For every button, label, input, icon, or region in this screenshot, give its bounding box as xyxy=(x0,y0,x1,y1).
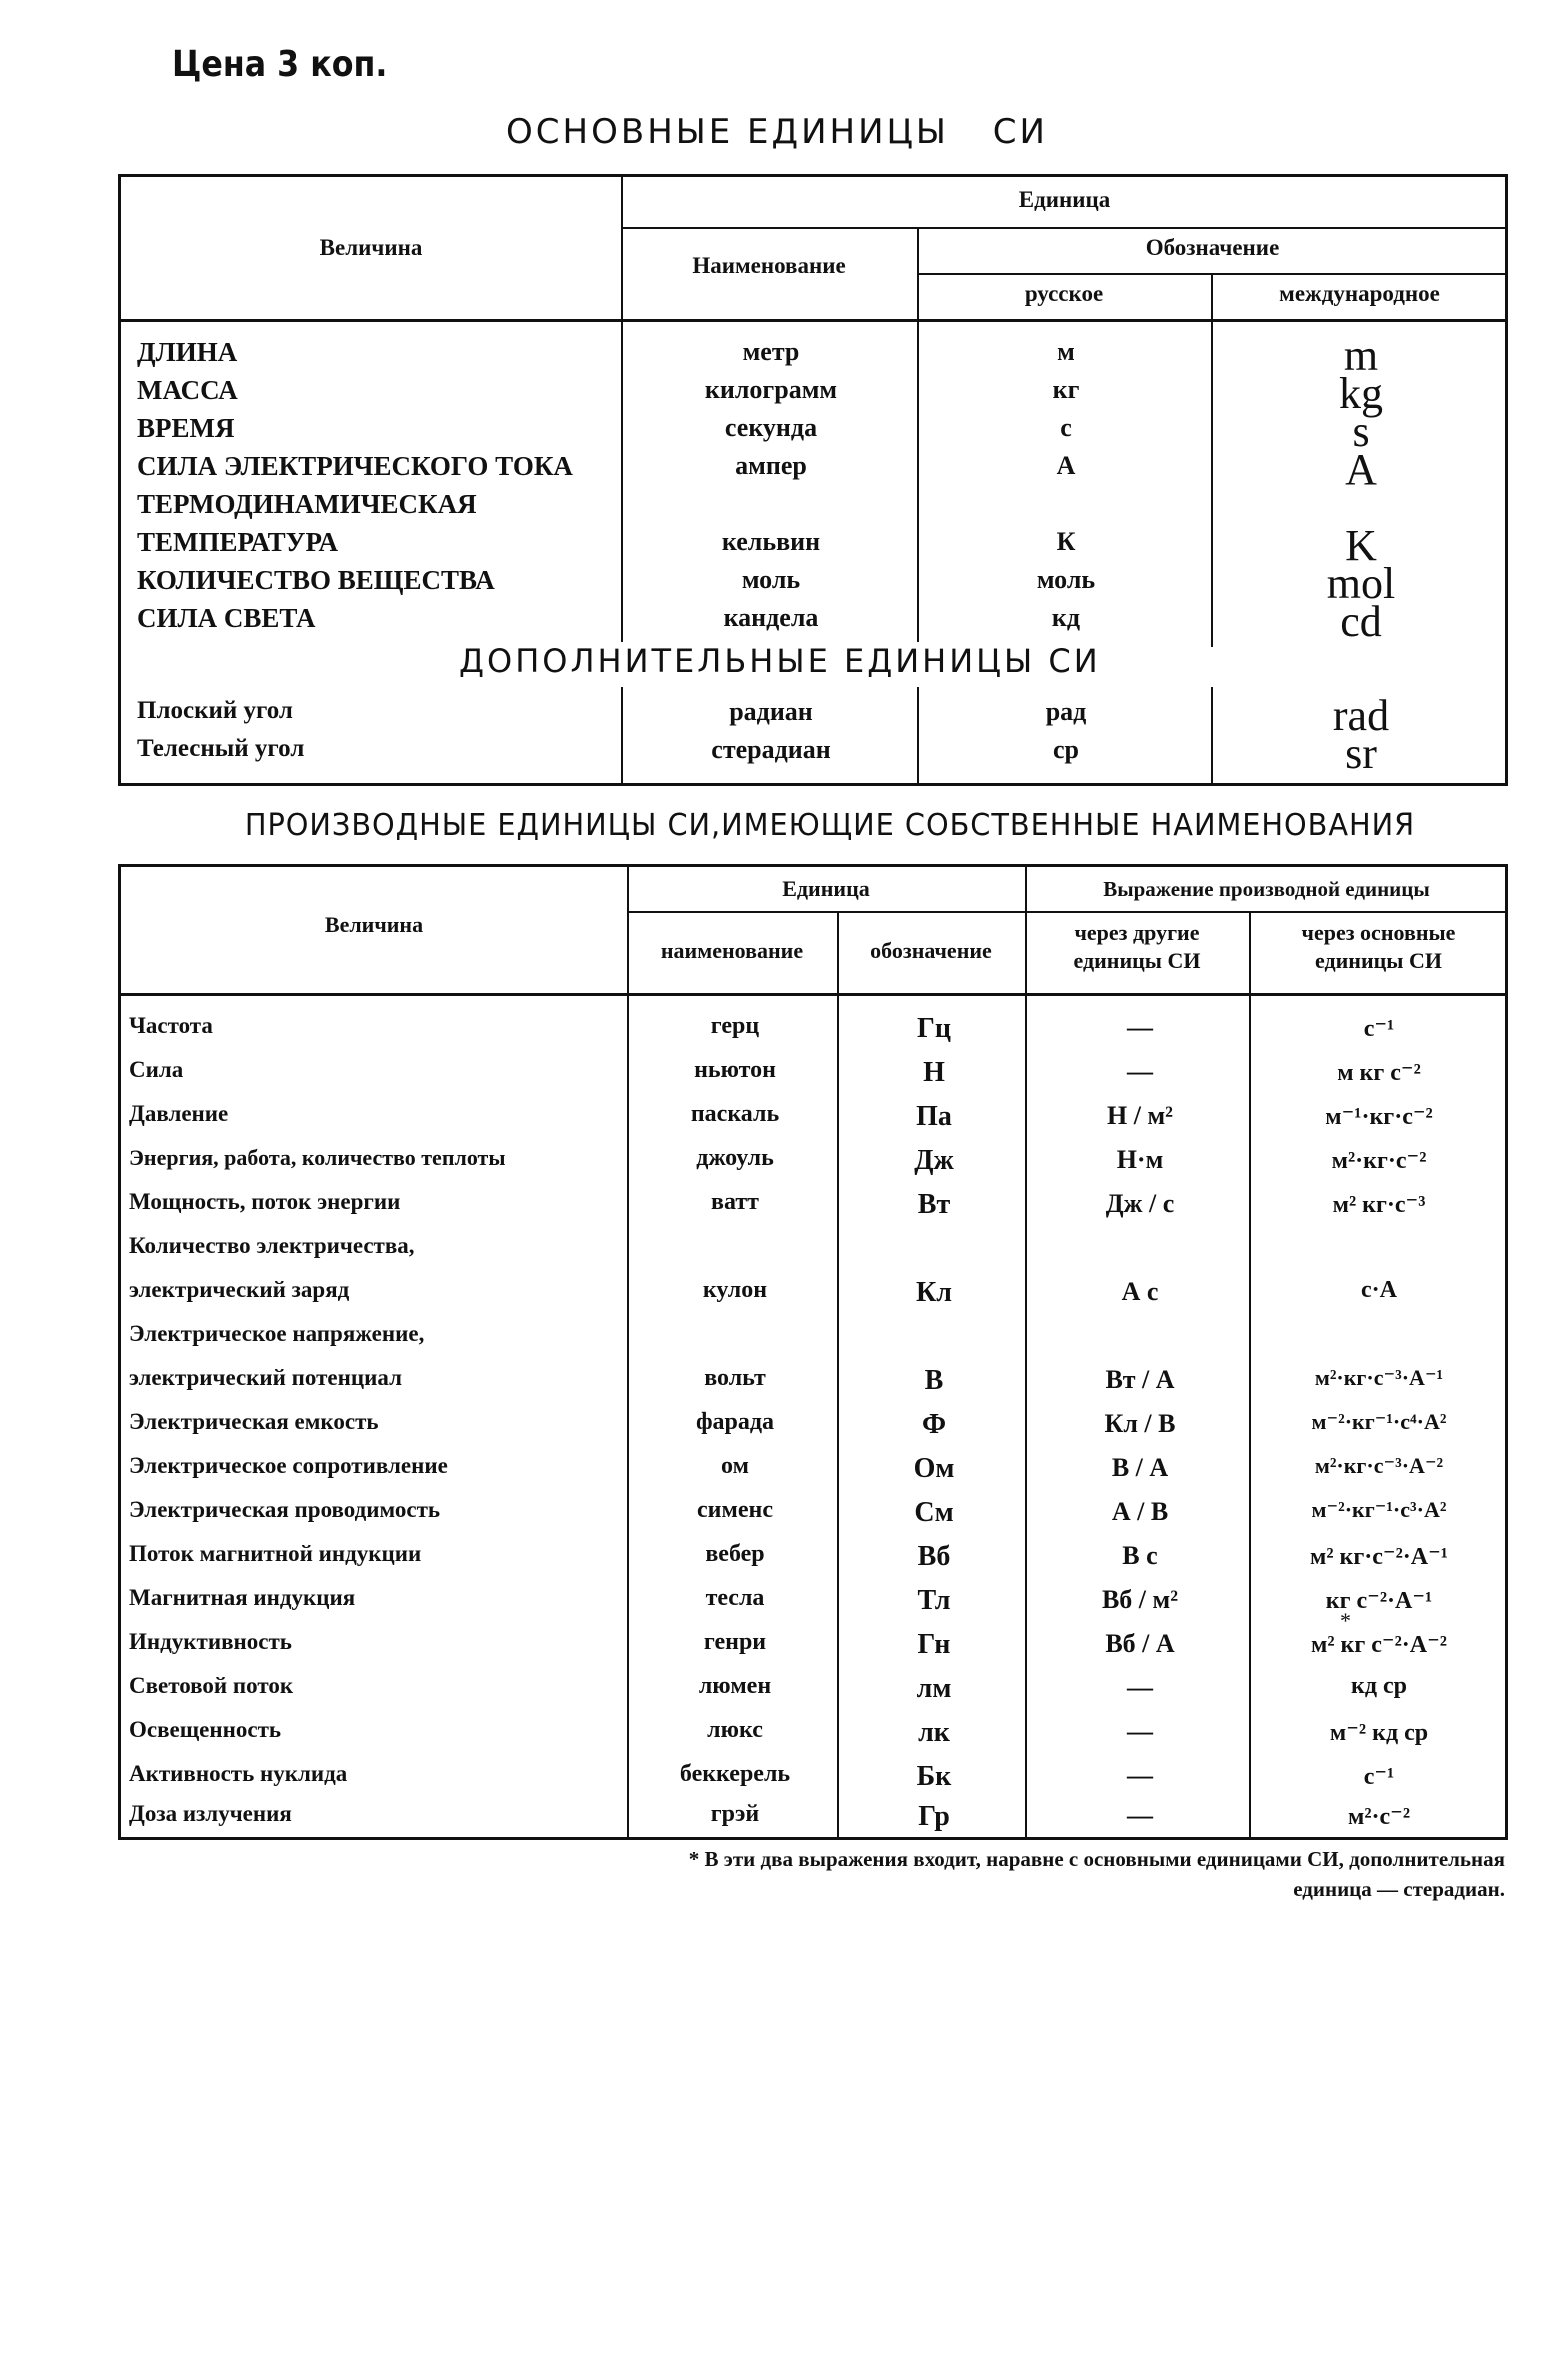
quantity-cell: Мощность, поток энергии xyxy=(129,1189,401,1214)
quantity-cell: Электрическое сопротивление xyxy=(129,1453,448,1478)
table-row xyxy=(121,369,1505,418)
unit-symbol-cell: Бк xyxy=(916,1761,952,1792)
quantity-cell: Световой поток xyxy=(129,1673,294,1698)
header-name: Наименование xyxy=(692,253,846,278)
via-base-cell: м² кг·с⁻²·А⁻¹ xyxy=(1310,1544,1448,1570)
header-designation: обозначение xyxy=(870,938,992,963)
table-row xyxy=(121,1013,1505,1053)
russian-symbol-cell: моль xyxy=(1036,565,1096,594)
table-row xyxy=(121,597,1505,646)
via-other-cell: — xyxy=(1127,1673,1153,1702)
table-row xyxy=(121,445,1505,494)
footnote-line2: единица — стерадиан. xyxy=(1293,1877,1505,1901)
derived-units-table xyxy=(118,864,1508,1840)
via-base-cell: с·А xyxy=(1361,1277,1397,1303)
unit-symbol-cell: Вт xyxy=(917,1189,951,1220)
supplementary-units-title: ДОПОЛНИТЕЛЬНЫЕ ЕДИНИЦЫ СИ xyxy=(451,642,1109,680)
international-symbol-cell: m xyxy=(1343,331,1379,380)
via-base-cell: м⁻¹·кг·с⁻² xyxy=(1325,1104,1433,1130)
russian-symbol-cell: м xyxy=(1057,337,1075,366)
via-other-cell: Вт / А xyxy=(1105,1365,1175,1394)
base-units-table xyxy=(118,174,1508,786)
international-symbol-cell: rad xyxy=(1332,691,1390,740)
base-units-title-si: СИ xyxy=(992,112,1048,152)
quantity-cell: Магнитная индукция xyxy=(129,1585,356,1610)
russian-symbol-cell: К xyxy=(1056,527,1076,556)
via-base-cell: м² кг·с⁻³ xyxy=(1332,1192,1426,1218)
header-via-other-line1: через другие xyxy=(1074,920,1200,945)
table-row xyxy=(121,1145,1505,1185)
unit-name-cell: генри xyxy=(703,1629,767,1655)
quantity-cell: ТЕМПЕРАТУРА xyxy=(137,527,339,557)
via-other-cell: Вб / А xyxy=(1105,1629,1175,1658)
via-other-cell: А с xyxy=(1121,1277,1159,1306)
table-row xyxy=(121,1801,1505,1841)
unit-name-cell: вольт xyxy=(704,1365,766,1391)
international-symbol-cell: A xyxy=(1345,445,1377,494)
unit-symbol-cell: Гц xyxy=(917,1013,951,1044)
quantity-cell: СИЛА СВЕТА xyxy=(137,603,316,633)
unit-name-cell: килограмм xyxy=(704,375,838,404)
quantity-cell: КОЛИЧЕСТВО ВЕЩЕСТВА xyxy=(137,565,495,595)
header-via-base-line1: через основные xyxy=(1301,920,1456,945)
unit-name-cell: стерадиан xyxy=(711,735,831,764)
via-other-cell: Н / м² xyxy=(1107,1101,1173,1130)
table-row xyxy=(121,1409,1505,1449)
unit-name-cell: метр xyxy=(742,337,800,366)
table-row xyxy=(121,729,1505,778)
table-row xyxy=(121,1101,1505,1141)
table-row xyxy=(121,1585,1505,1625)
unit-name-cell: грэй xyxy=(710,1801,760,1827)
table-row xyxy=(121,521,1505,570)
table-row xyxy=(121,331,1505,380)
via-other-cell: — xyxy=(1127,1013,1153,1042)
header-via-base-line2: единицы СИ xyxy=(1315,948,1442,973)
unit-name-cell: тесла xyxy=(705,1585,765,1611)
table-row xyxy=(121,1365,1505,1405)
unit-symbol-cell: лк xyxy=(918,1717,950,1748)
quantity-cell: СИЛА ЭЛЕКТРИЧЕСКОГО ТОКА xyxy=(137,451,573,481)
via-other-cell: Дж / с xyxy=(1105,1189,1175,1218)
unit-symbol-cell: Гр xyxy=(918,1801,950,1832)
unit-symbol-cell: лм xyxy=(916,1673,952,1704)
base-units-title xyxy=(0,112,1554,152)
header-via-other-line2: единицы СИ xyxy=(1073,948,1201,973)
via-base-cell: м²·кг·с⁻³·А⁻² xyxy=(1314,1453,1444,1478)
unit-name-cell: беккерель xyxy=(679,1761,791,1787)
quantity-cell: Освещенность xyxy=(129,1717,282,1742)
quantity-cell: ВРЕМЯ xyxy=(137,413,235,443)
unit-name-cell: вебер xyxy=(705,1541,765,1567)
header-designation: Обозначение xyxy=(1145,235,1280,260)
header-name: наименование xyxy=(660,938,804,963)
table-row xyxy=(121,1057,1505,1097)
via-other-cell: — xyxy=(1127,1717,1153,1746)
table-row xyxy=(121,559,1505,608)
russian-symbol-cell: ср xyxy=(1053,735,1079,764)
via-other-cell: В с xyxy=(1122,1541,1158,1570)
via-base-cell: м² кг с⁻²·А⁻² xyxy=(1311,1632,1447,1658)
header-unit: Единица xyxy=(782,876,870,901)
unit-name-cell: фарада xyxy=(695,1409,775,1435)
via-base-cell: м⁻² кд ср xyxy=(1329,1720,1429,1746)
unit-symbol-cell: Дж xyxy=(914,1145,954,1176)
via-other-cell: — xyxy=(1127,1801,1153,1830)
international-symbol-cell: sr xyxy=(1345,729,1377,778)
via-base-cell: м⁻²·кг⁻¹·с⁴·А² xyxy=(1311,1409,1447,1434)
quantity-cell: Индуктивность xyxy=(129,1629,292,1654)
unit-symbol-cell: Па xyxy=(916,1101,952,1132)
footnote-marker: * xyxy=(1340,1608,1351,1633)
table-row xyxy=(121,1629,1505,1669)
russian-symbol-cell: кд xyxy=(1051,603,1081,632)
table-row xyxy=(121,1761,1505,1801)
table-row xyxy=(121,691,1505,740)
header-quantity: Величина xyxy=(324,912,424,937)
header-unit: Единица xyxy=(1018,187,1111,212)
table-row xyxy=(121,1541,1505,1581)
header-russian: русское xyxy=(1024,281,1104,306)
quantity-cell: Количество электричества, xyxy=(129,1233,415,1258)
unit-symbol-cell: Вб xyxy=(917,1541,951,1572)
via-base-cell: с⁻¹ xyxy=(1363,1016,1395,1042)
table-row xyxy=(121,1453,1505,1493)
price-label: Цена 3 коп. xyxy=(172,44,388,85)
quantity-cell: электрический потенциал xyxy=(129,1365,403,1390)
via-base-cell: м кг с⁻² xyxy=(1337,1060,1421,1086)
via-base-cell: м²·кг·с⁻³·А⁻¹ xyxy=(1314,1365,1444,1390)
table-row xyxy=(121,1717,1505,1757)
quantity-cell: ДЛИНА xyxy=(137,337,238,367)
table-row xyxy=(121,1233,1505,1273)
unit-symbol-cell: Кл xyxy=(915,1277,952,1308)
base-units-title-text: ОСНОВНЫЕ ЕДИНИЦЫ xyxy=(506,112,949,152)
table-row xyxy=(121,1189,1505,1229)
unit-symbol-cell: Н xyxy=(923,1057,945,1088)
international-symbol-cell: cd xyxy=(1340,597,1382,646)
via-other-cell: В / А xyxy=(1111,1453,1169,1482)
header-expression: Выражение производной единицы xyxy=(1103,877,1430,901)
unit-name-cell: люкс xyxy=(707,1717,763,1743)
international-symbol-cell: mol xyxy=(1326,559,1396,608)
quantity-cell: Активность нуклида xyxy=(129,1761,348,1786)
via-base-cell: м²·с⁻² xyxy=(1347,1804,1411,1830)
unit-symbol-cell: Тл xyxy=(917,1585,951,1616)
unit-name-cell: ватт xyxy=(711,1189,759,1215)
unit-name-cell: люмен xyxy=(698,1673,772,1699)
via-base-cell: кг с⁻²·А⁻¹ xyxy=(1325,1588,1433,1614)
quantity-cell: ТЕРМОДИНАМИЧЕСКАЯ xyxy=(137,489,477,519)
unit-symbol-cell: Ф xyxy=(921,1409,947,1440)
derived-units-title: ПРОИЗВОДНЫЕ ЕДИНИЦЫ СИ,ИМЕЮЩИЕ СОБСТВЕННЫЕ НАИМЕНОВАНИЯ xyxy=(244,808,1416,843)
header-quantity: Величина xyxy=(319,235,423,260)
unit-name-cell: радиан xyxy=(729,697,813,726)
quantity-cell: Давление xyxy=(129,1101,229,1126)
table-row xyxy=(121,489,1505,527)
quantity-cell: Электрическая емкость xyxy=(129,1409,379,1434)
unit-name-cell: ампер xyxy=(735,451,807,480)
via-other-cell: Вб / м² xyxy=(1101,1585,1179,1614)
table-row xyxy=(121,1673,1505,1713)
quantity-cell: Телесный угол xyxy=(137,735,305,762)
unit-name-cell: ньютон xyxy=(694,1057,776,1083)
russian-symbol-cell: с xyxy=(1060,413,1072,442)
unit-name-cell: джоуль xyxy=(696,1145,774,1171)
table-row xyxy=(121,1321,1505,1361)
via-other-cell: Н·м xyxy=(1116,1145,1164,1174)
quantity-cell: Энергия, работа, количество теплоты xyxy=(129,1145,506,1170)
header-via-base xyxy=(1249,919,1508,975)
via-base-cell: м²·кг·с⁻² xyxy=(1331,1148,1427,1174)
unit-name-cell: кулон xyxy=(702,1277,768,1303)
footnote xyxy=(310,1844,1505,1904)
via-other-cell: — xyxy=(1127,1057,1153,1086)
quantity-cell: Электрическое напряжение, xyxy=(129,1321,425,1346)
quantity-cell: МАССА xyxy=(137,375,238,405)
via-other-cell: А / В xyxy=(1111,1497,1169,1526)
international-symbol-cell: kg xyxy=(1339,369,1383,418)
unit-name-cell: паскаль xyxy=(690,1101,780,1127)
russian-symbol-cell: кг xyxy=(1052,375,1080,404)
quantity-cell: Доза излучения xyxy=(129,1801,292,1826)
via-base-cell: с⁻¹ xyxy=(1363,1764,1395,1790)
header-international: международное xyxy=(1279,281,1440,306)
quantity-cell: Электрическая проводимость xyxy=(129,1497,441,1522)
table-row xyxy=(121,1277,1505,1317)
unit-name-cell: кандела xyxy=(723,603,819,632)
international-symbol-cell: K xyxy=(1345,521,1377,570)
quantity-cell: Частота xyxy=(129,1013,213,1038)
international-symbol-cell: s xyxy=(1352,407,1370,456)
unit-symbol-cell: См xyxy=(914,1497,954,1528)
table-row xyxy=(121,407,1505,456)
unit-symbol-cell: Ом xyxy=(913,1453,955,1484)
russian-symbol-cell: А xyxy=(1056,451,1076,480)
via-base-cell: кд ср xyxy=(1351,1673,1407,1699)
via-base-cell: м⁻²·кг⁻¹·с³·А² xyxy=(1311,1497,1447,1522)
unit-name-cell: секунда xyxy=(724,413,818,442)
unit-name-cell: кельвин xyxy=(721,527,821,556)
unit-symbol-cell: Гн xyxy=(917,1629,951,1660)
quantity-cell: Сила xyxy=(129,1057,184,1082)
quantity-cell: Поток магнитной индукции xyxy=(129,1541,422,1566)
russian-symbol-cell: рад xyxy=(1045,697,1087,726)
header-via-other xyxy=(1025,919,1249,975)
unit-name-cell: ом xyxy=(721,1453,749,1479)
footnote-line1: * В эти два выражения входит, наравне с основными единицами СИ, дополнительная xyxy=(688,1847,1505,1871)
unit-name-cell: моль xyxy=(741,565,801,594)
table-row xyxy=(121,1497,1505,1537)
quantity-cell: Плоский угол xyxy=(137,697,293,724)
quantity-cell: электрический заряд xyxy=(129,1277,350,1302)
unit-symbol-cell: В xyxy=(924,1365,944,1396)
unit-name-cell: герц xyxy=(710,1013,760,1039)
via-other-cell: — xyxy=(1127,1761,1153,1790)
unit-name-cell: сименс xyxy=(697,1497,773,1523)
via-other-cell: Кл / В xyxy=(1104,1409,1176,1438)
